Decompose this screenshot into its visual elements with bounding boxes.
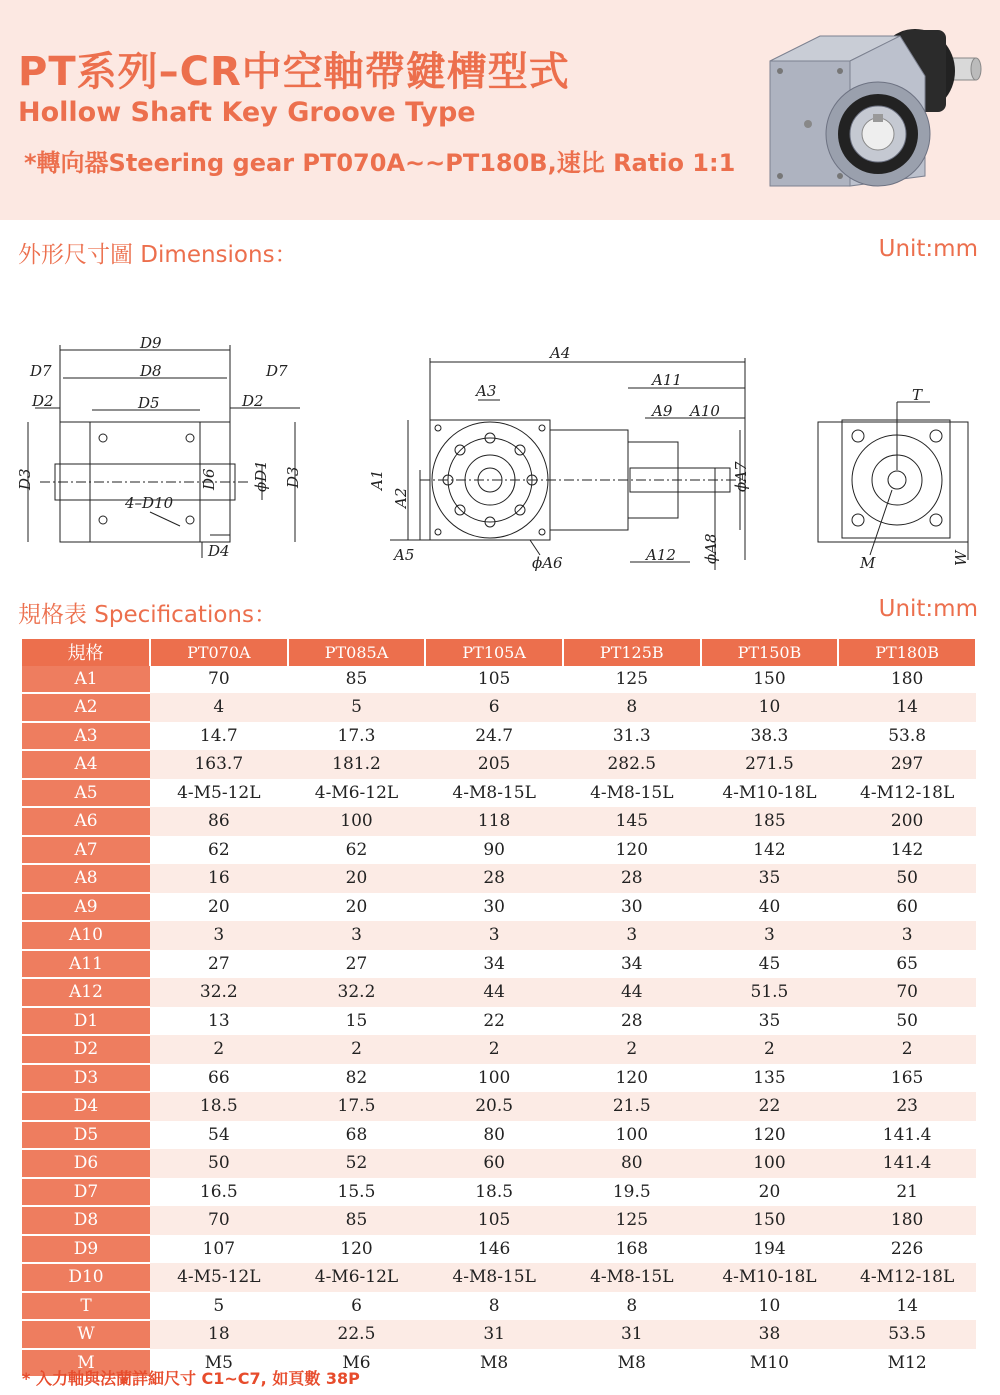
spec-cell: 2 (563, 1035, 701, 1064)
spec-header-model: PT180B (838, 639, 976, 666)
spec-cell: 20 (701, 1178, 839, 1207)
spec-cell: 163.7 (150, 750, 288, 779)
spec-cell: 194 (701, 1235, 839, 1264)
dim-label-A6: ϕA6 (532, 554, 563, 572)
spec-cell: 165 (838, 1064, 976, 1093)
spec-row-label: A10 (22, 921, 150, 950)
table-row (22, 807, 976, 836)
table-row (22, 978, 976, 1007)
dim-label-A10: A10 (690, 402, 720, 420)
spec-cell: 68 (288, 1121, 426, 1150)
spec-row-label: A8 (22, 864, 150, 893)
dimensions-section-label: 外形尺寸圖 Dimensions： (18, 242, 298, 268)
spec-cell: 28 (563, 864, 701, 893)
dim-label-D5: D5 (138, 394, 160, 412)
spec-cell: 80 (563, 1149, 701, 1178)
spec-cell: 20 (288, 893, 426, 922)
table-row (22, 836, 976, 865)
spec-cell: 10 (701, 693, 839, 722)
spec-cell: 180 (838, 1206, 976, 1235)
spec-cell: 282.5 (563, 750, 701, 779)
spec-cell: 105 (425, 666, 563, 694)
spec-cell: 3 (701, 921, 839, 950)
dim-label-A4: A4 (550, 344, 571, 362)
spec-cell: 62 (288, 836, 426, 865)
spec-cell: 52 (288, 1149, 426, 1178)
dim-label-D3-right: D3 (284, 466, 302, 488)
dim-label-A9: A9 (652, 402, 673, 420)
spec-cell: 226 (838, 1235, 976, 1264)
spec-cell: 297 (838, 750, 976, 779)
spec-row-label: W (22, 1320, 150, 1349)
spec-cell: 60 (838, 893, 976, 922)
table-row (22, 750, 976, 779)
table-row (22, 1007, 976, 1036)
dim-label-D6: D6 (200, 468, 218, 490)
spec-cell: 120 (701, 1121, 839, 1150)
dim-label-D4: D4 (208, 542, 230, 560)
spec-row-label: A7 (22, 836, 150, 865)
spec-row-label: D7 (22, 1178, 150, 1207)
spec-cell: 15.5 (288, 1178, 426, 1207)
spec-cell: 15 (288, 1007, 426, 1036)
spec-header-label: 規格 (22, 639, 150, 666)
spec-cell: 5 (150, 1292, 288, 1321)
spec-cell: 34 (425, 950, 563, 979)
spec-cell: 20 (150, 893, 288, 922)
spec-cell: 4-M10-18L (701, 779, 839, 808)
dim-label-T: T (912, 386, 923, 404)
spec-header-model: PT150B (701, 639, 839, 666)
spec-cell: 85 (288, 1206, 426, 1235)
spec-cell: 86 (150, 807, 288, 836)
dim-label-D9: D9 (140, 334, 162, 352)
spec-row-label: A3 (22, 722, 150, 751)
spec-cell: 38 (701, 1320, 839, 1349)
spec-cell: 17.5 (288, 1092, 426, 1121)
spec-cell: 135 (701, 1064, 839, 1093)
spec-row-label: A9 (22, 893, 150, 922)
table-row (22, 693, 976, 722)
spec-cell: 16 (150, 864, 288, 893)
spec-cell: 20 (288, 864, 426, 893)
spec-cell: 145 (563, 807, 701, 836)
table-row (22, 1320, 976, 1349)
spec-cell: 150 (701, 1206, 839, 1235)
spec-cell: 168 (563, 1235, 701, 1264)
spec-cell: 4-M5-12L (150, 1263, 288, 1292)
spec-cell: 100 (425, 1064, 563, 1093)
spec-cell: 32.2 (150, 978, 288, 1007)
table-row (22, 864, 976, 893)
spec-cell: 181.2 (288, 750, 426, 779)
specs-section-label: 規格表 Specifications： (18, 602, 277, 628)
spec-cell: 53.8 (838, 722, 976, 751)
spec-cell: 18.5 (150, 1092, 288, 1121)
spec-row-label: A5 (22, 779, 150, 808)
spec-row-label: D9 (22, 1235, 150, 1264)
spec-cell: M5 (150, 1349, 288, 1378)
spec-cell: 18 (150, 1320, 288, 1349)
spec-header-model: PT105A (425, 639, 563, 666)
dim-label-D7-left: D7 (30, 362, 52, 380)
spec-cell: 4-M6-12L (288, 1263, 426, 1292)
spec-cell: 30 (563, 893, 701, 922)
table-row (22, 1035, 976, 1064)
spec-cell: 51.5 (701, 978, 839, 1007)
spec-row-label: D3 (22, 1064, 150, 1093)
spec-cell: 14 (838, 693, 976, 722)
spec-cell: 17.3 (288, 722, 426, 751)
spec-cell: 100 (701, 1149, 839, 1178)
spec-cell: 4-M8-15L (563, 1263, 701, 1292)
spec-cell: 54 (150, 1121, 288, 1150)
spec-cell: 31 (425, 1320, 563, 1349)
spec-cell: 30 (425, 893, 563, 922)
spec-cell: 8 (563, 693, 701, 722)
spec-cell: 2 (150, 1035, 288, 1064)
spec-cell: 82 (288, 1064, 426, 1093)
spec-cell: 205 (425, 750, 563, 779)
spec-cell: 28 (563, 1007, 701, 1036)
spec-cell: 4-M12-18L (838, 1263, 976, 1292)
spec-cell: 10 (701, 1292, 839, 1321)
spec-row-label: A12 (22, 978, 150, 1007)
page-title: PT系列–CR中空軸帶鍵槽型式 (18, 49, 570, 95)
spec-cell: 16.5 (150, 1178, 288, 1207)
table-row (22, 1121, 976, 1150)
table-row (22, 1092, 976, 1121)
spec-row-label: M (22, 1349, 150, 1378)
spec-cell: M10 (701, 1349, 839, 1378)
spec-cell: 24.7 (425, 722, 563, 751)
spec-cell: 142 (838, 836, 976, 865)
spec-cell: M8 (425, 1349, 563, 1378)
spec-cell: 4-M8-15L (563, 779, 701, 808)
spec-cell: 21 (838, 1178, 976, 1207)
spec-row-label: A6 (22, 807, 150, 836)
spec-cell: 13 (150, 1007, 288, 1036)
spec-cell: M8 (563, 1349, 701, 1378)
spec-table-body (22, 666, 976, 1378)
spec-cell: 120 (288, 1235, 426, 1264)
spec-cell: 50 (838, 1007, 976, 1036)
dim-label-D10: 4–D10 (125, 494, 174, 512)
dim-label-A5: A5 (394, 546, 415, 564)
spec-cell: 62 (150, 836, 288, 865)
dim-label-D7-right: D7 (266, 362, 288, 380)
spec-header-model: PT070A (150, 639, 288, 666)
spec-cell: 34 (563, 950, 701, 979)
spec-cell: 100 (288, 807, 426, 836)
spec-cell: 141.4 (838, 1149, 976, 1178)
product-image (750, 16, 990, 216)
spec-cell: 31 (563, 1320, 701, 1349)
table-row (22, 666, 976, 694)
header-banner (0, 0, 1000, 220)
spec-cell: 32.2 (288, 978, 426, 1007)
spec-cell: 66 (150, 1064, 288, 1093)
spec-header-model: PT085A (288, 639, 426, 666)
spec-cell: 3 (150, 921, 288, 950)
spec-cell: 22.5 (288, 1320, 426, 1349)
spec-cell: 271.5 (701, 750, 839, 779)
spec-cell: 53.5 (838, 1320, 976, 1349)
spec-cell: 3 (838, 921, 976, 950)
spec-cell: 4-M5-12L (150, 779, 288, 808)
spec-cell: 125 (563, 1206, 701, 1235)
dimension-drawing (0, 330, 1000, 580)
table-row (22, 1149, 976, 1178)
spec-cell: 4-M8-15L (425, 779, 563, 808)
dim-label-A1: A1 (368, 469, 386, 490)
spec-cell: 28 (425, 864, 563, 893)
spec-cell: 60 (425, 1149, 563, 1178)
spec-cell: 146 (425, 1235, 563, 1264)
spec-cell: 4-M10-18L (701, 1263, 839, 1292)
spec-cell: 2 (838, 1035, 976, 1064)
spec-cell: 40 (701, 893, 839, 922)
table-row (22, 1206, 976, 1235)
spec-cell: 120 (563, 1064, 701, 1093)
dim-label-D1: ϕD1 (252, 460, 270, 492)
spec-row-label: D5 (22, 1121, 150, 1150)
table-row (22, 1178, 976, 1207)
spec-cell: M6 (288, 1349, 426, 1378)
spec-cell: 6 (425, 693, 563, 722)
spec-table (22, 639, 977, 1378)
spec-cell: 118 (425, 807, 563, 836)
spec-cell: 4 (150, 693, 288, 722)
page-subtitle: *轉向器Steering gear PT070A~~PT180B,速比 Ratio 1:1 (24, 149, 736, 177)
table-row (22, 921, 976, 950)
spec-row-label: D10 (22, 1263, 150, 1292)
spec-cell: 142 (701, 836, 839, 865)
spec-cell: 8 (425, 1292, 563, 1321)
spec-row-label: D4 (22, 1092, 150, 1121)
spec-cell: 2 (701, 1035, 839, 1064)
spec-cell: 23 (838, 1092, 976, 1121)
spec-cell: 120 (563, 836, 701, 865)
spec-cell: 4-M12-18L (838, 779, 976, 808)
spec-cell: 20.5 (425, 1092, 563, 1121)
spec-cell: 5 (288, 693, 426, 722)
spec-cell: 50 (150, 1149, 288, 1178)
specs-unit-label: Unit:mm (878, 596, 978, 622)
spec-cell: 22 (425, 1007, 563, 1036)
spec-cell: 70 (838, 978, 976, 1007)
table-row (22, 779, 976, 808)
spec-cell: 4-M6-12L (288, 779, 426, 808)
spec-row-label: A1 (22, 666, 150, 694)
dimensions-unit-label: Unit:mm (878, 236, 978, 262)
spec-cell: 22 (701, 1092, 839, 1121)
spec-cell: 27 (150, 950, 288, 979)
spec-row-label: A4 (22, 750, 150, 779)
dim-label-A7: ϕA7 (732, 461, 750, 492)
spec-cell: 4-M8-15L (425, 1263, 563, 1292)
spec-cell: 125 (563, 666, 701, 694)
spec-cell: 185 (701, 807, 839, 836)
spec-cell: M12 (838, 1349, 976, 1378)
spec-cell: 18.5 (425, 1178, 563, 1207)
spec-cell: 35 (701, 864, 839, 893)
spec-cell: 141.4 (838, 1121, 976, 1150)
spec-cell: 45 (701, 950, 839, 979)
spec-cell: 14 (838, 1292, 976, 1321)
spec-row-label: A11 (22, 950, 150, 979)
spec-cell: 44 (563, 978, 701, 1007)
spec-cell: 44 (425, 978, 563, 1007)
spec-cell: 6 (288, 1292, 426, 1321)
spec-cell: 65 (838, 950, 976, 979)
page-title-english: Hollow Shaft Key Groove Type (18, 97, 476, 128)
spec-cell: 2 (425, 1035, 563, 1064)
spec-row-label: T (22, 1292, 150, 1321)
spec-header-model: PT125B (563, 639, 701, 666)
table-row (22, 722, 976, 751)
dim-label-D2-right: D2 (242, 392, 264, 410)
table-row (22, 893, 976, 922)
dim-label-A12: A12 (646, 546, 676, 564)
table-row (22, 1292, 976, 1321)
footnote: * 入力軸與法蘭詳細尺寸 C1~C7, 如頁數 38P (22, 1369, 360, 1388)
spec-cell: 105 (425, 1206, 563, 1235)
spec-cell: 3 (288, 921, 426, 950)
table-row (22, 1064, 976, 1093)
dim-label-A3: A3 (476, 382, 497, 400)
spec-cell: 200 (838, 807, 976, 836)
table-row (22, 1263, 976, 1292)
spec-cell: 70 (150, 1206, 288, 1235)
spec-cell: 14.7 (150, 722, 288, 751)
spec-cell: 21.5 (563, 1092, 701, 1121)
spec-cell: 50 (838, 864, 976, 893)
spec-cell: 180 (838, 666, 976, 694)
dim-label-W: W (952, 550, 970, 566)
dim-label-A11: A11 (652, 371, 682, 389)
spec-row-label: D1 (22, 1007, 150, 1036)
spec-cell: 8 (563, 1292, 701, 1321)
spec-cell: 107 (150, 1235, 288, 1264)
spec-cell: 3 (425, 921, 563, 950)
spec-cell: 31.3 (563, 722, 701, 751)
dim-label-A8: ϕA8 (702, 533, 720, 564)
table-row (22, 950, 976, 979)
spec-cell: 2 (288, 1035, 426, 1064)
spec-cell: 35 (701, 1007, 839, 1036)
spec-row-label: D6 (22, 1149, 150, 1178)
spec-cell: 90 (425, 836, 563, 865)
spec-table-header-row (22, 639, 976, 666)
spec-cell: 3 (563, 921, 701, 950)
spec-cell: 80 (425, 1121, 563, 1150)
spec-cell: 38.3 (701, 722, 839, 751)
dim-label-D2-left: D2 (32, 392, 54, 410)
spec-cell: 100 (563, 1121, 701, 1150)
dim-label-D8: D8 (140, 362, 162, 380)
dim-label-D3-left: D3 (16, 468, 34, 490)
dim-label-M: M (860, 554, 876, 572)
spec-row-label: A2 (22, 693, 150, 722)
table-row (22, 1235, 976, 1264)
spec-row-label: D8 (22, 1206, 150, 1235)
spec-cell: 19.5 (563, 1178, 701, 1207)
spec-cell: 85 (288, 666, 426, 694)
spec-cell: 150 (701, 666, 839, 694)
spec-cell: 27 (288, 950, 426, 979)
spec-row-label: D2 (22, 1035, 150, 1064)
spec-cell: 70 (150, 666, 288, 694)
dim-label-A2: A2 (392, 487, 410, 508)
